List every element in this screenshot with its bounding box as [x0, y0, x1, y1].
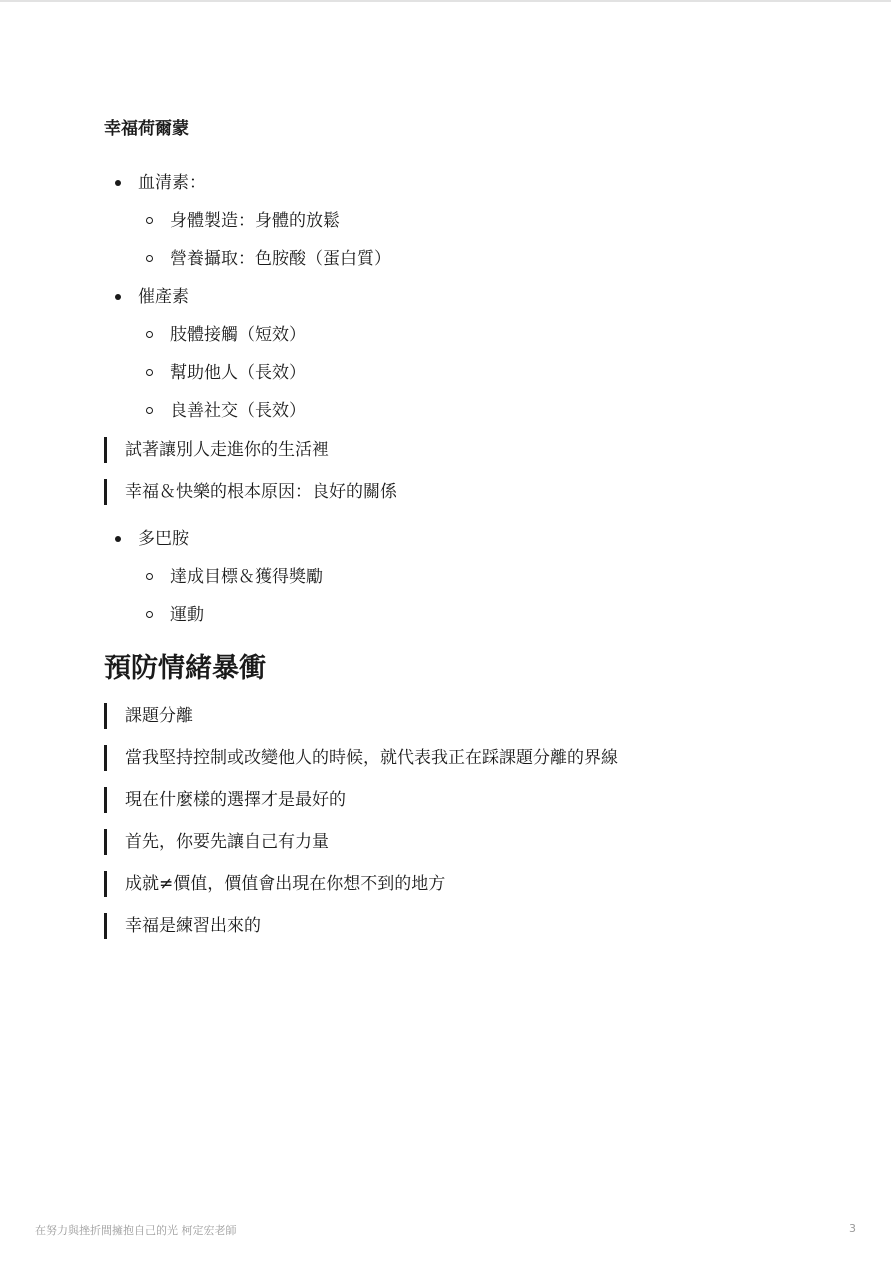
quote-bar: [104, 703, 107, 729]
sub-list-item-label: 達成目標＆獲得獎勵: [170, 567, 323, 587]
list-item-label: 多巴胺: [138, 529, 189, 549]
page-number: 3: [849, 1222, 856, 1235]
sub-list-item-label: 身體製造：身體的放鬆: [170, 211, 340, 231]
sub-list-item: [104, 596, 844, 634]
bullet-circle-icon: [146, 331, 153, 338]
quote-text: 幸福＆快樂的根本原因：良好的關係: [125, 482, 397, 502]
sub-list-item: [104, 202, 844, 240]
quote-text: 現在什麼樣的選擇才是最好的: [125, 790, 346, 810]
list-item: [104, 520, 844, 558]
quote-block: [104, 912, 844, 940]
list-item-label: 催產素: [138, 287, 189, 307]
list-item: [104, 164, 844, 202]
hormone-list-b: [104, 520, 844, 634]
quote-block: [104, 702, 844, 730]
quote-text: 首先，你要先讓自己有力量: [125, 832, 329, 852]
page-content: [104, 114, 844, 954]
quote-block: [104, 786, 844, 814]
quote-block: [104, 828, 844, 856]
bullet-disc-icon: [115, 180, 121, 186]
quote-bar: [104, 787, 107, 813]
section-heading-happiness-hormones: 幸福荷爾蒙: [104, 119, 189, 139]
bullet-circle-icon: [146, 573, 153, 580]
bullet-disc-icon: [115, 294, 121, 300]
quote-bar: [104, 913, 107, 939]
bullet-circle-icon: [146, 217, 153, 224]
quote-bar: [104, 437, 107, 463]
sub-list-item-label: 良善社交（長效）: [170, 401, 306, 421]
quote-block: [104, 478, 844, 506]
quote-text: 成就≠價值，價值會出現在你想不到的地方: [125, 874, 446, 894]
sub-list-item-label: 運動: [170, 605, 204, 625]
bullet-disc-icon: [115, 536, 121, 542]
quote-text: 課題分離: [125, 706, 193, 726]
sub-list-item-label: 肢體接觸（短效）: [170, 325, 306, 345]
quote-text: 當我堅持控制或改變他人的時候，就代表我正在踩課題分離的界線: [125, 748, 618, 768]
quote-block: [104, 870, 844, 898]
bullet-circle-icon: [146, 407, 153, 414]
sub-list-item-label: 幫助他人（長效）: [170, 363, 306, 383]
quote-bar: [104, 745, 107, 771]
sub-list-item: [104, 316, 844, 354]
quote-bar: [104, 829, 107, 855]
list-item-label: 血清素：: [138, 173, 206, 193]
quote-text: 幸福是練習出來的: [125, 916, 261, 936]
bullet-circle-icon: [146, 369, 153, 376]
sub-list-item-label: 營養攝取：色胺酸（蛋白質）: [170, 249, 391, 269]
sub-list-item: [104, 392, 844, 430]
bullet-circle-icon: [146, 255, 153, 262]
section-heading-prevent-emotional-outbursts: 預防情緒暴衝: [104, 653, 266, 684]
list-item: [104, 278, 844, 316]
quote-text: 試著讓別人走進你的生活裡: [125, 440, 329, 460]
footer-title: 在努力與挫折間擁抱自己的光 柯定宏老師: [35, 1224, 237, 1237]
quote-bar: [104, 871, 107, 897]
sub-list-item: [104, 558, 844, 596]
hormone-list-a: [104, 164, 844, 430]
quote-block: [104, 436, 844, 464]
sub-list-item: [104, 240, 844, 278]
quote-bar: [104, 479, 107, 505]
sub-list-item: [104, 354, 844, 392]
quote-block: [104, 744, 844, 772]
bullet-circle-icon: [146, 611, 153, 618]
